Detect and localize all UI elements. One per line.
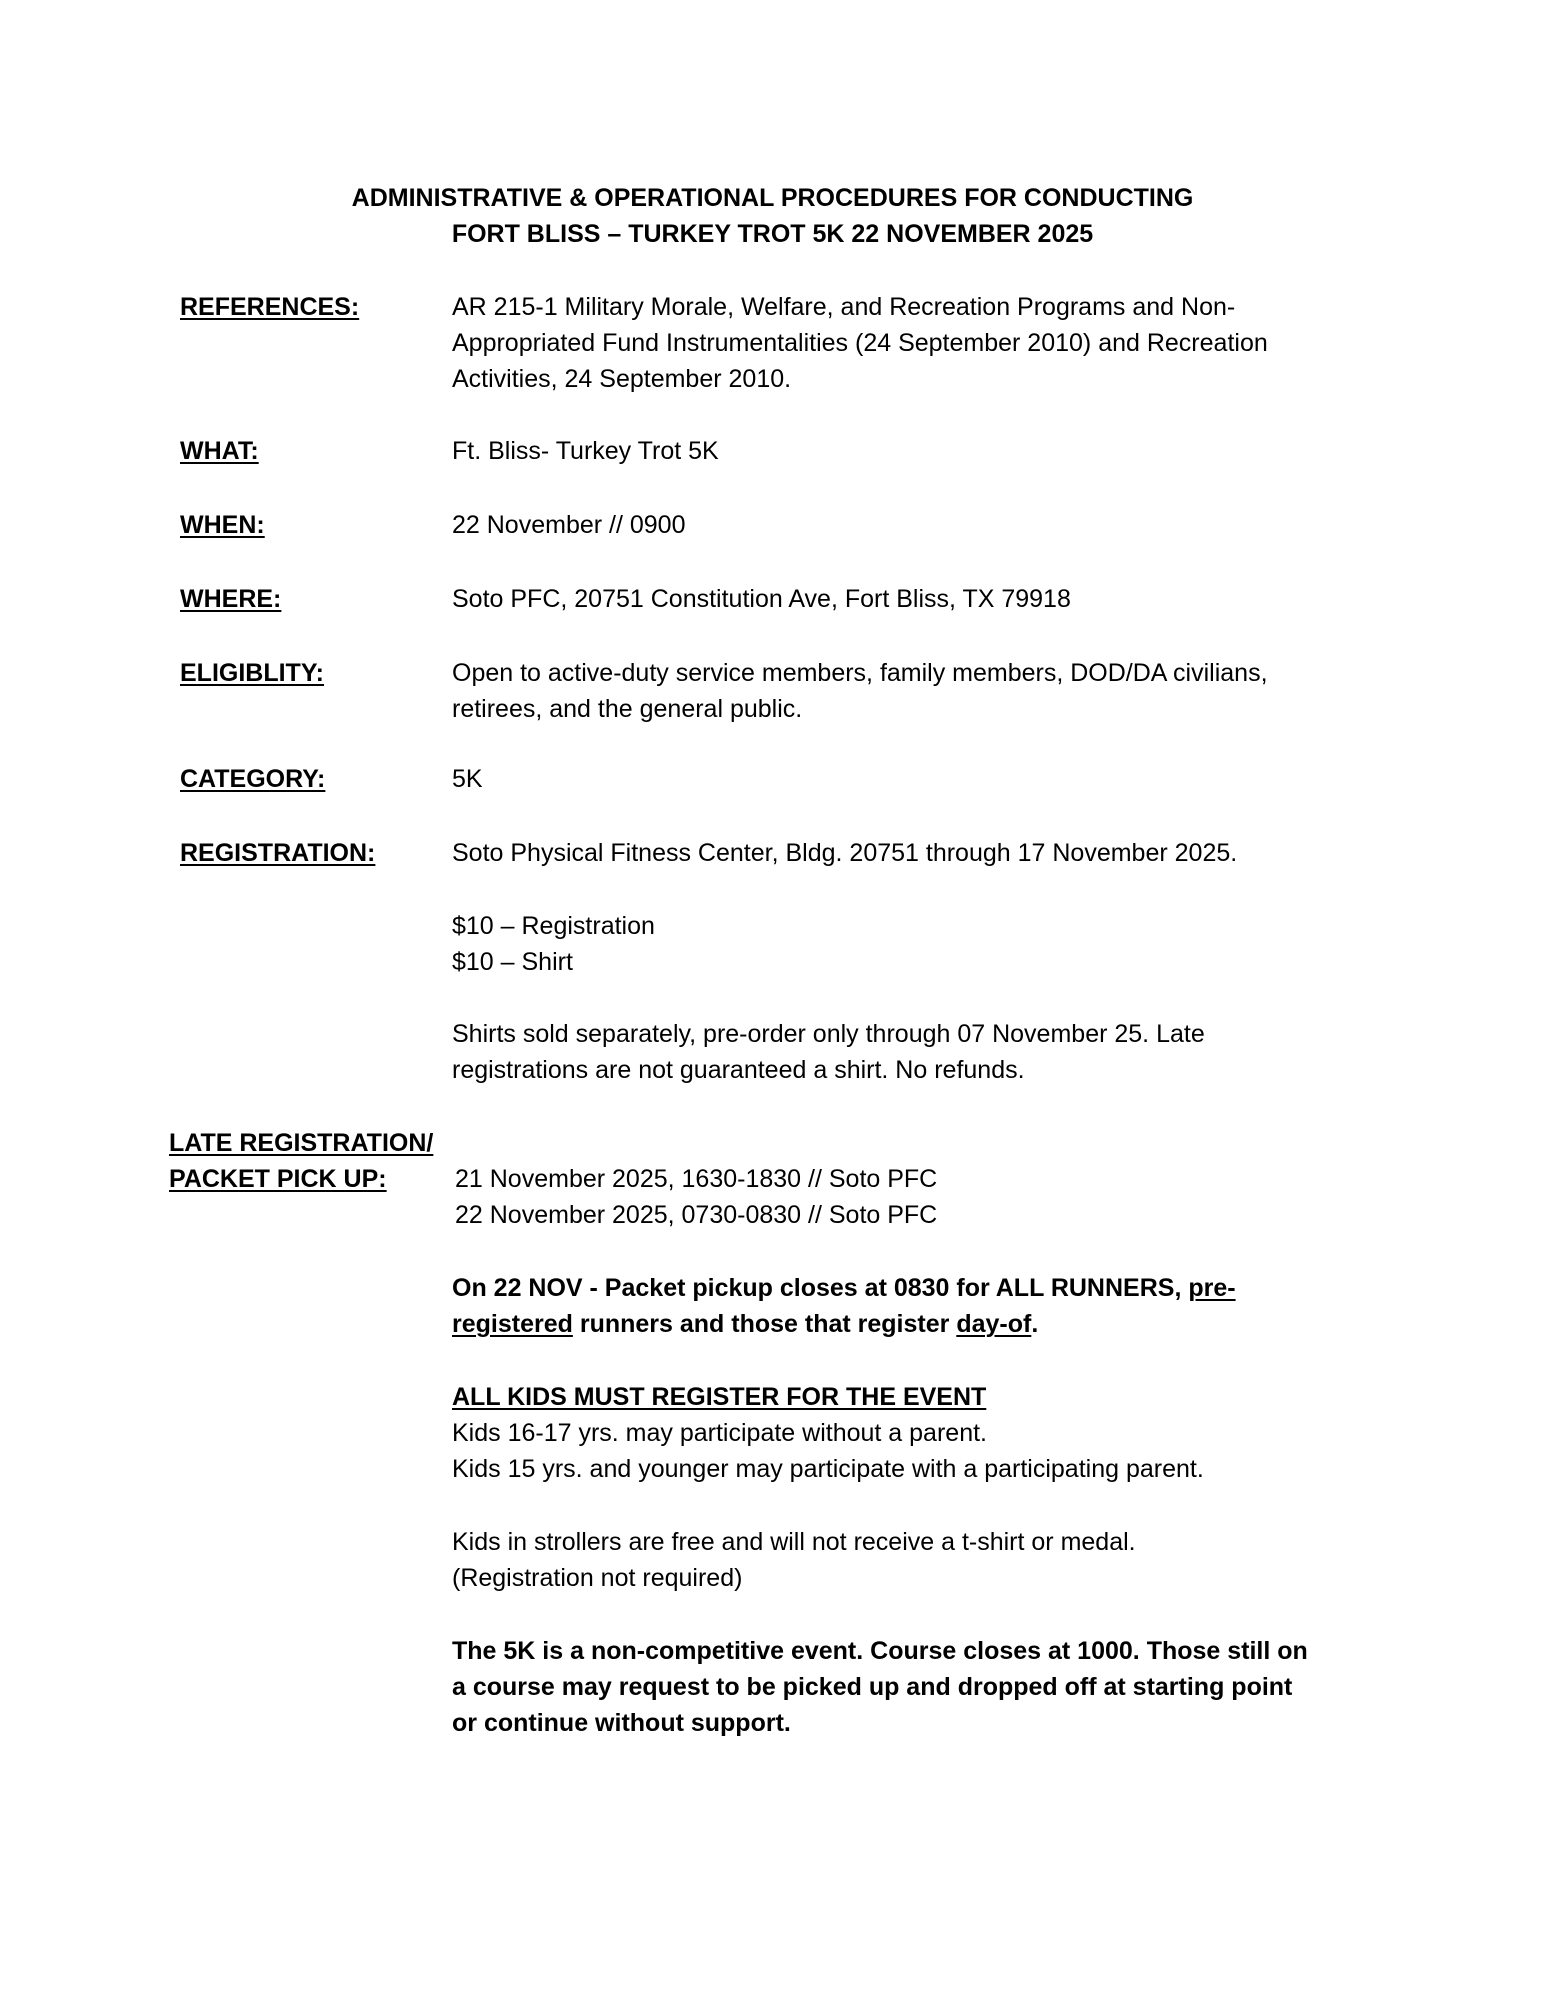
references-line-3: Activities, 24 September 2010. xyxy=(452,365,792,393)
strollers-line-2: (Registration not required) xyxy=(452,1564,743,1592)
document-title-line-1: ADMINISTRATIVE & OPERATIONAL PROCEDURES FOR CONDUCTING xyxy=(351,184,1194,212)
packet-pickup-time-1: 21 November 2025, 1630-1830 // Soto PFC xyxy=(455,1165,938,1193)
course-note-line-2: a course may request to be picked up and dropped off at starting point xyxy=(452,1673,1293,1701)
category-label: CATEGORY: xyxy=(180,765,326,793)
shirt-note-line-1: Shirts sold separately, pre-order only through 07 November 25. Late xyxy=(452,1020,1205,1048)
day-of-text: day-of xyxy=(956,1310,1032,1338)
shirt-fee: $10 – Shirt xyxy=(452,948,573,976)
shirt-note-line-2: registrations are not guaranteed a shirt. No refunds. xyxy=(452,1056,1025,1084)
kids-line-1: Kids 16-17 yrs. may participate without a parent. xyxy=(452,1419,987,1447)
eligibility-label: ELIGIBLITY: xyxy=(180,659,324,687)
pre-registered-text-a: pre- xyxy=(1188,1274,1236,1302)
late-registration-label-line-2: PACKET PICK UP: xyxy=(169,1165,387,1193)
packet-pickup-closing-note-line-1 xyxy=(452,1270,1236,1307)
closing-note-text: On 22 NOV - Packet pickup closes at 0830 for ALL RUNNERS, xyxy=(452,1274,1189,1302)
packet-pickup-time-2: 22 November 2025, 0730-0830 // Soto PFC xyxy=(455,1201,938,1229)
course-note-line-1: The 5K is a non-competitive event. Course closes at 1000. Those still on xyxy=(452,1637,1308,1665)
registration-label: REGISTRATION: xyxy=(180,839,376,867)
registration-fee: $10 – Registration xyxy=(452,912,655,940)
kids-line-2: Kids 15 yrs. and younger may participate with a participating parent. xyxy=(452,1455,1204,1483)
references-line-1: AR 215-1 Military Morale, Welfare, and Recreation Programs and Non- xyxy=(452,293,1236,321)
closing-note-text-2: runners and those that register xyxy=(572,1310,957,1338)
what-value: Ft. Bliss- Turkey Trot 5K xyxy=(452,437,719,465)
where-value: Soto PFC, 20751 Constitution Ave, Fort Bliss, TX 79918 xyxy=(452,585,1071,613)
late-registration-label-line-1: LATE REGISTRATION/ xyxy=(169,1129,434,1157)
pre-registered-text-b: registered xyxy=(452,1310,573,1338)
eligibility-line-2: retirees, and the general public. xyxy=(452,695,803,723)
where-label: WHERE: xyxy=(180,585,282,613)
course-note-line-3: or continue without support. xyxy=(452,1709,791,1737)
eligibility-line-1: Open to active-duty service members, family members, DOD/DA civilians, xyxy=(452,659,1268,687)
references-line-2: Appropriated Fund Instrumentalities (24 September 2010) and Recreation xyxy=(452,329,1268,357)
when-value: 22 November // 0900 xyxy=(452,511,686,539)
category-value: 5K xyxy=(452,765,483,793)
closing-note-period: . xyxy=(1031,1310,1039,1338)
document-title-line-2: FORT BLISS – TURKEY TROT 5K 22 NOVEMBER 2025 xyxy=(451,220,1094,248)
packet-pickup-closing-note-line-2 xyxy=(452,1306,1038,1343)
when-label: WHEN: xyxy=(180,511,265,539)
kids-heading: ALL KIDS MUST REGISTER FOR THE EVENT xyxy=(452,1383,987,1411)
registration-location: Soto Physical Fitness Center, Bldg. 20751 through 17 November 2025. xyxy=(452,839,1238,867)
what-label: WHAT: xyxy=(180,437,259,465)
references-label: REFERENCES: xyxy=(180,293,360,321)
strollers-line-1: Kids in strollers are free and will not receive a t-shirt or medal. xyxy=(452,1528,1136,1556)
